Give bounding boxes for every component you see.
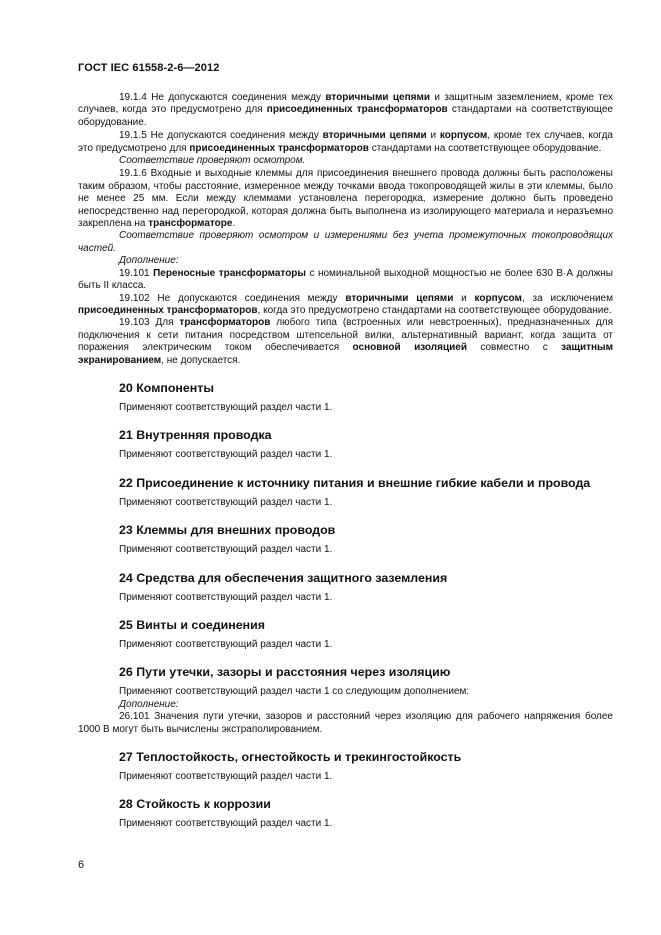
section-title: 22 Присоединение к источнику питания и внешние гибкие кабели и провода [119,475,591,490]
section-title: 24 Средства для обеспечения защитного заземления [119,570,448,585]
page-number: 6 [78,859,85,871]
section-title: 28 Стойкость к коррозии [119,797,271,812]
section-body: Применяют соответствующий раздел части 1. [119,496,333,508]
section-title: 25 Винты и соединения [119,617,265,632]
clause-19-102: 19.102 Не допускаются соединения между вторичными цепями и корпусом, за исключением присоединенных трансформаторов, когда это предусмотрено стандартами на соответствующее оборудование. [78,292,613,316]
section-body: Применяют соответствующий раздел части 1. [119,591,333,603]
compliance-check-2: Соответствие проверяют осмотром и измерениями без учета промежуточных токопроводящих частей. [78,230,613,254]
section-26 [78,665,613,736]
addition-label-1: Дополнение: [119,255,179,267]
section-20 [78,381,613,414]
clause-19-1-6: 19.1.6 Входные и выходные клеммы для присоединения внешнего провода должны быть расположены таким образом, чтобы расстояние, измеренное между точками ввода токопроводящей жилы в эти клеммы, было не менее 25 мм. Если между клеммами установлена перегородка, измерение должно быть проведено непосредственно над перегородкой, которая должна быть выполнена из изолирующего материала и неразъемно закреплена на трансформаторе. [78,168,613,230]
section-28 [78,797,613,830]
section-title: 23 Клеммы для внешних проводов [119,523,336,538]
clause-19-101: 19.101 Переносные трансформаторы с номинальной выходной мощностью не более 630 В·А должны быть II класса. [78,267,613,292]
clause-19-103: 19.103 Для трансформаторов любого типа (встроенных или невстроенных), предназначенных для подключения к сети питания посредством штепсельной вилки, альтернативный вариант, когда защита от поражения электрическим током обеспечивается основной изоляцией совместно с защитным экранированием, не допускается. [78,317,614,366]
section-25 [78,618,613,651]
section-23 [78,523,613,556]
document-body [78,92,613,831]
section-22 [78,476,613,509]
clause-26-101: 26.101 Значения пути утечки, зазоров и расстояний через изоляцию для рабочего напряжения более 1000 В могут быть вычислены экстраполированием. [78,711,613,735]
section-title: 26 Пути утечки, зазоры и расстояния через изоляцию [119,665,451,680]
section-title: 20 Компоненты [119,380,214,395]
standard-header: ГОСТ IEC 61558-2-6—2012 [78,62,220,74]
section-body: Применяют соответствующий раздел части 1. [119,401,333,413]
clause-19-1-4: 19.1.4 Не допускаются соединения между вторичными цепями и защитным заземлением, кроме тех случаев, когда это предусмотрено для присоединенных трансформаторов стандартами на соответствующее оборудование. [78,92,614,128]
section-title: 21 Внутренняя проводка [119,428,272,443]
section-21 [78,428,613,461]
section-body: Применяют соответствующий раздел части 1 со следующим дополнением: [119,686,470,698]
section-title: 27 Теплостойкость, огнестойкость и трекингостойкость [119,750,462,764]
section-body: Применяют соответствующий раздел части 1. [119,818,333,830]
section-24 [78,571,613,604]
clause-19-1-5: 19.1.5 Не допускаются соединения между вторичными цепями и корпусом, кроме тех случаев, когда это предусмотрено для присоединенных трансформаторов стандартами на соответствующее оборудование. [78,130,613,154]
section-body: Применяют соответствующий раздел части 1. [119,449,333,461]
section-27 [78,750,613,783]
addition-label-2: Дополнение: [119,698,179,710]
section-body: Применяют соответствующий раздел части 1. [119,544,333,556]
section-body: Применяют соответствующий раздел части 1. [119,638,333,650]
compliance-check-1: Соответствие проверяют осмотром. [119,155,306,167]
section-body: Применяют соответствующий раздел части 1. [119,771,333,782]
